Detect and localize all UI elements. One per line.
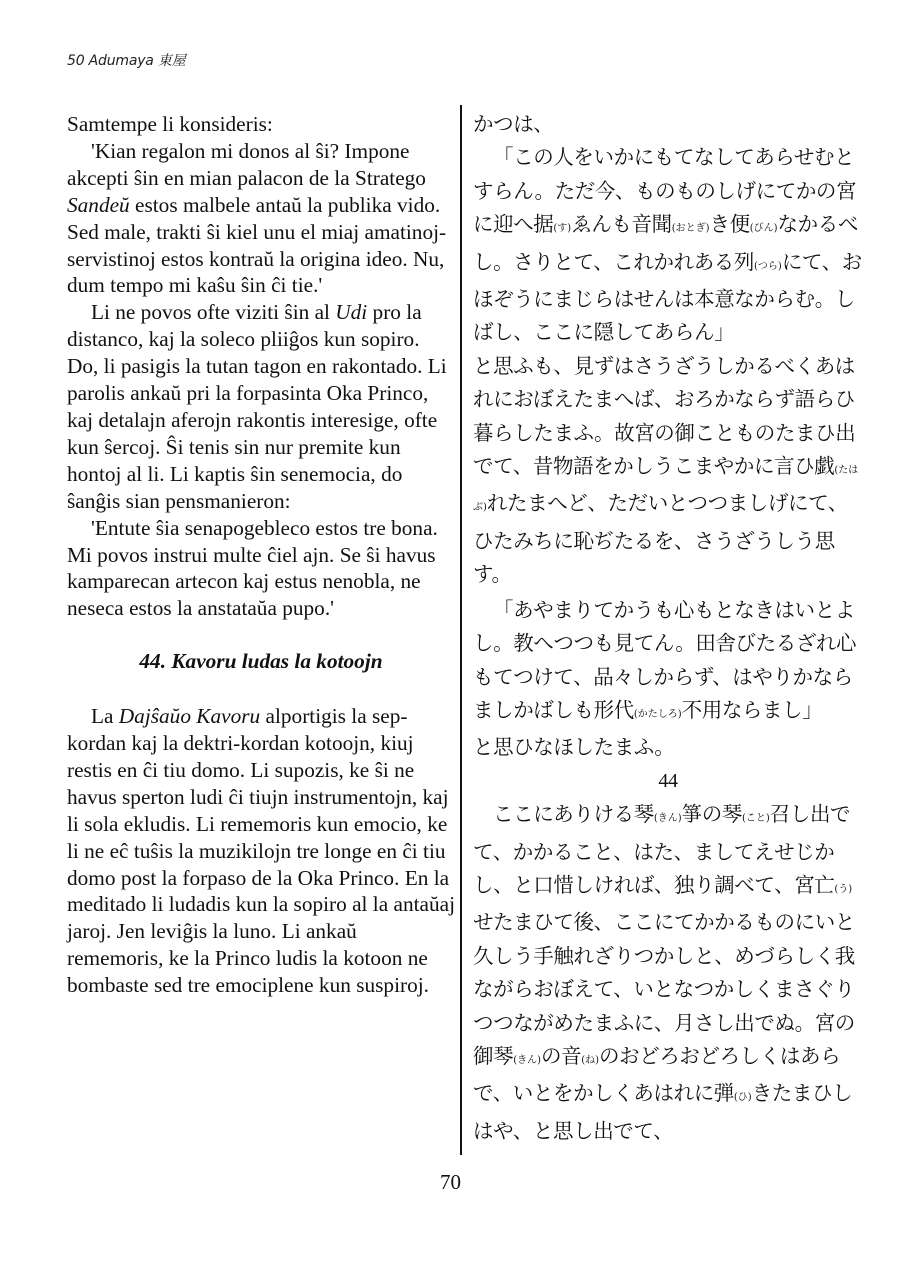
paragraph-text: 箏の琴 [681,802,742,827]
esperanto-column [67,111,455,999]
paragraph-text: なかるべし。さりとて、これかれある列 [473,212,858,274]
paragraph-text: きたまひしはや、と思し出でて、 [473,1081,853,1143]
running-header: 50 Adumaya 東屋 [67,53,186,69]
section-heading: 44. Kavoru ludas la kotoojn [139,649,383,674]
paragraph-text: pro la distanco, kaj la soleco pliiĝos kun sopiro. Do, li pasigis la tutan tagon en rakontado. Li parolis ankaŭ pri la forpasinta Oka Princo, kaj detalajn aferojn rakontis interesige, ofte kun ŝercoj. Ŝi tenis sin nur premite kun hontoj al li. Li kaptis ŝin senemocia, do ŝanĝis sian pensmanieron: [67,300,447,513]
paragraph-text: estos malbele antaŭ la publika vido. Sed male, trakti ŝi kiel unu el miaj amatinoj-servistinoj estos kontraŭ la origina ideo. Nu, dum tempo mi kaŝu ŝin ĉi tie.' [67,192,447,298]
page-number: 70 [440,1170,461,1194]
paragraph-text: 「あやまりてかうも心もとなきはいとよし。教へつつも見てん。田舎びたるざれ心もてつけて、品々しからず、はやりかならましかばしも形代 [473,597,857,722]
paragraph-text: れたまへど、ただいとつつましげにて、ひたみちに恥ぢたるを、さうざうしう思す。 [473,491,848,587]
paragraph-text: と思ふも、見ずはさうざうしかるべくあはれにおぼえたまへば、おろかならず語らひ暮らしたまふ。故宮の御ことものたまひ出でて、昔物語をかしうこまやかに言ひ戯 [473,353,856,479]
paragraph [473,108,863,141]
paragraph-text: の音 [541,1043,582,1068]
paragraph-text: かつは、 [473,112,554,136]
paragraph [473,731,863,764]
paragraph [473,798,863,1148]
column-divider [460,105,462,1155]
paragraph-text: Li ne povos ofte viziti ŝin al [91,300,336,325]
paragraph [473,141,863,349]
paragraph [67,111,455,138]
furigana: (ひ) [733,1092,752,1104]
furigana: (おとぎ) [671,223,710,235]
furigana: (きん) [513,1054,542,1066]
paragraph-text: き便 [709,212,750,237]
furigana: (かたしろ) [633,708,682,720]
furigana: (す) [553,223,572,235]
paragraph [67,703,455,999]
paragraph [67,138,455,299]
japanese-column [473,108,863,1148]
emphasis-text: Dajŝaŭo Kavoru [118,704,261,729]
furigana: (ね) [581,1054,600,1066]
paragraph-text: 不用ならまし」 [681,697,823,722]
paragraph-text: ゑんも音聞 [571,212,672,237]
furigana: (つら) [754,260,782,272]
paragraph-text: ここにありける琴 [493,802,654,827]
paragraph-text: にて、おほぞうにまじらはせんは本意なからむ。しばし、ここに隠してあらん」 [473,249,862,345]
paragraph-text: alportigis la sep-kordan kaj la dektri-kordan kotoojn, kiuj restis en ĉi tiu domo. Li supozis, ke ŝi ne havus sperton ludi ĉi tiujn instrumentojn, kaj li sola ekludis. Li rememoris kun emocio, ke li ne eĉ tuŝis la muzikilojn tre longe en ĉi tiu domo post la forpaso de la Oka Princo. En la meditado li ludadis kun la sopiro al la antaŭaj jaroj. Jen leviĝis la luno. Li ankaŭ rememoris, ke la Princo ludis la kotoon ne bombaste sed tre emociplene kun suspiroj. [67,704,455,998]
paragraph [67,299,455,514]
paragraph [67,515,455,623]
emphasis-text: Udi [335,300,368,325]
paragraph-text: 「この人をいかにもてなしてあらせむとすらん。ただ今、ものものしげにてかの宮に迎へ据 [473,145,857,237]
furigana: (びん) [749,223,778,235]
paragraph-text: 召し出でて、かかること、はた、ましてえせじかし、と口惜しければ、独り調べて、宮亡 [473,802,851,897]
paragraph-text: 'Entute ŝia senapogebleco estos tre bona. Mi povos instrui multe ĉiel ajn. Se ŝi havus kamparecan artecon kaj estus nenobla, ne neseca estos la anstataŭa pupo.' [67,515,438,621]
paragraph [473,350,863,592]
paragraph-text: Samtempe li konsideris: [67,112,273,136]
furigana: (たはぶ) [473,465,859,514]
paragraph-text: 'Kian regalon mi donos al ŝi? Impone akcepti ŝin en mian palacon de la Stratego [67,138,426,190]
furigana: (こと) [741,813,770,825]
paragraph [473,594,863,732]
paragraph-text: のおどろおどろしくはあらで、いとをかしくあはれに弾 [473,1043,841,1106]
furigana: (う) [834,883,853,895]
section-number: 44 [658,769,678,792]
paragraph-text: La [91,704,119,729]
emphasis-text: Sandeŭ [67,192,130,217]
paragraph-text: と思ひなほしたまふ。 [473,735,675,760]
paragraph-text: せたまひて後、ここにてかかるものにいと久しう手触れざりつかしと、めづらしく我ながらおぼえて、いとなつかしくまさぐりつつながめたまふに、月さし出でぬ。宮の御琴 [473,910,855,1068]
furigana: (きん) [653,813,682,825]
